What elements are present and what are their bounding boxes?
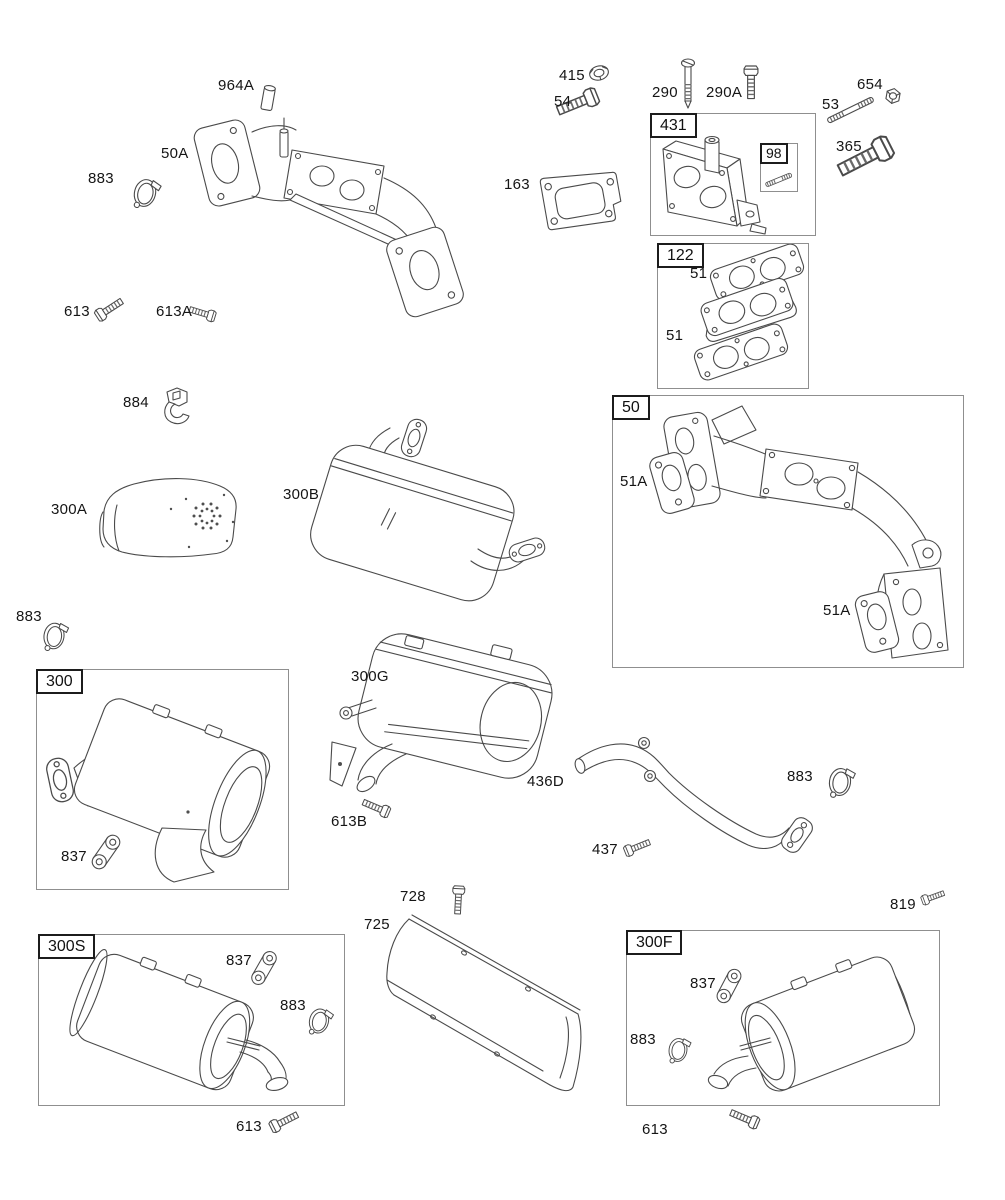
nut-654-drawing — [885, 87, 900, 104]
callout-300g: 300G — [351, 668, 389, 685]
muffler-300a-drawing — [100, 479, 236, 557]
callout-837-300s: 837 — [226, 952, 252, 969]
clamp-883-top-left-drawing — [131, 177, 162, 212]
callout-883-300f: 883 — [630, 1031, 656, 1048]
bolt-613-top-left-drawing — [94, 296, 126, 323]
deflector-725-drawing — [387, 915, 581, 1091]
callout-613b: 613B — [331, 813, 368, 830]
callout-654: 654 — [857, 76, 883, 93]
group-box-98-label: 98 — [760, 143, 788, 164]
callout-728: 728 — [400, 888, 426, 905]
bolt-613-bottom-left-drawing — [268, 1109, 300, 1134]
callout-613-bottom-left: 613 — [236, 1118, 262, 1135]
group-box-122 — [657, 243, 809, 389]
bolt-613-bottom-right-drawing — [728, 1107, 760, 1130]
exhaust-pipe-436d-drawing — [573, 738, 815, 856]
group-box-431-label: 431 — [650, 113, 697, 138]
group-box-300s — [38, 934, 345, 1106]
group-box-122-label: 122 — [657, 243, 704, 268]
bracket-884-drawing — [165, 388, 189, 424]
muffler-300g-drawing — [330, 617, 561, 795]
callout-613-bottom-right: 613 — [642, 1121, 668, 1138]
callout-819: 819 — [890, 896, 916, 913]
callout-884: 884 — [123, 394, 149, 411]
callout-883-top-left: 883 — [88, 170, 114, 187]
callout-437: 437 — [592, 841, 618, 858]
group-box-300f — [626, 930, 940, 1106]
callout-290: 290 — [652, 84, 678, 101]
callout-51a-right: 51A — [823, 602, 851, 619]
callout-51a-left: 51A — [620, 473, 648, 490]
callout-51-top: 51 — [690, 265, 708, 282]
callout-883-300s: 883 — [280, 997, 306, 1014]
bolt-290a-drawing — [744, 66, 758, 99]
group-box-98 — [760, 143, 798, 192]
gasket-163-drawing — [540, 166, 624, 232]
group-box-50 — [612, 395, 964, 668]
callout-883-mid-right: 883 — [787, 768, 813, 785]
bolt-613a-drawing — [188, 304, 216, 322]
plug-415-drawing — [588, 64, 610, 82]
bolt-437-drawing — [623, 837, 652, 857]
callout-300b: 300B — [283, 486, 320, 503]
callout-837-300: 837 — [61, 848, 87, 865]
callout-50a: 50A — [161, 145, 189, 162]
callout-436d: 436D — [527, 773, 565, 790]
group-box-50-label: 50 — [612, 395, 650, 420]
group-box-300f-label: 300F — [626, 930, 682, 955]
screw-290-drawing — [682, 59, 695, 108]
bolt-728-drawing — [452, 886, 465, 914]
callout-415: 415 — [559, 67, 585, 84]
sleeve-964a-drawing — [261, 85, 276, 111]
callout-163: 163 — [504, 176, 530, 193]
callout-837-300f: 837 — [690, 975, 716, 992]
callout-964a: 964A — [218, 77, 255, 94]
group-box-300-label: 300 — [36, 669, 83, 694]
callout-365: 365 — [836, 138, 862, 155]
callout-883-mid-left: 883 — [16, 608, 42, 625]
callout-51-bottom: 51 — [666, 327, 684, 344]
callout-53: 53 — [822, 96, 840, 113]
muffler-300b-drawing — [304, 417, 547, 607]
callout-300a: 300A — [51, 501, 88, 518]
clamp-883-mid-left-drawing — [42, 621, 69, 653]
clamp-883-mid-right-drawing — [827, 767, 855, 800]
callout-54: 54 — [554, 93, 572, 110]
callout-613-top-left: 613 — [64, 303, 90, 320]
exhaust-manifold-50a-drawing — [192, 118, 466, 319]
group-box-300s-label: 300S — [38, 934, 95, 959]
callout-725: 725 — [364, 916, 390, 933]
bolt-819-drawing — [920, 888, 945, 905]
callout-290a: 290A — [706, 84, 743, 101]
callout-613a: 613A — [156, 303, 193, 320]
